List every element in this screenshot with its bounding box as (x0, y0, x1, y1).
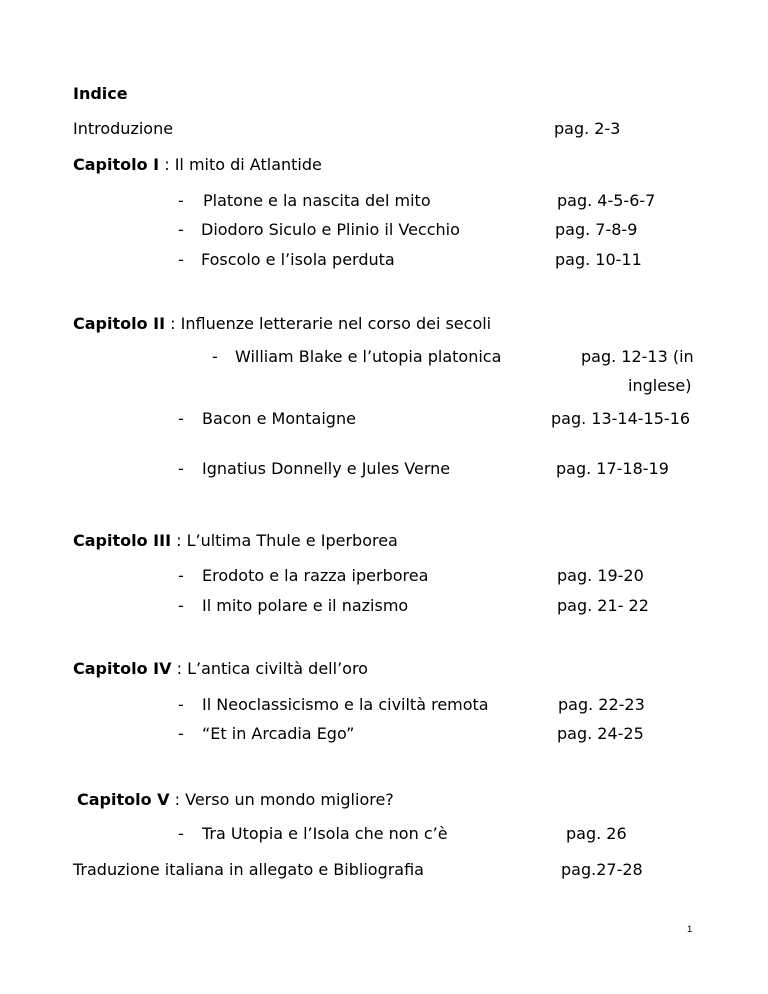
chapter-subtitle: : L’antica civiltà dell’oro (171, 659, 368, 678)
list-dash: - (212, 347, 218, 366)
list-item-label: Diodoro Siculo e Plinio il Vecchio (201, 220, 460, 239)
list-dash: - (178, 250, 184, 269)
list-item-label: William Blake e l’utopia platonica (235, 347, 502, 366)
list-dash: - (178, 409, 184, 428)
list-item-page: pag. 4-5-6-7 (557, 191, 656, 210)
list-dash: - (178, 566, 184, 585)
outro-page: pag.27-28 (561, 860, 643, 879)
list-item-label: Foscolo e l’isola perduta (201, 250, 395, 269)
chapter-title: Capitolo I (73, 155, 160, 174)
list-dash: - (178, 596, 184, 615)
chapter-3-heading (73, 531, 398, 551)
list-item-label: Bacon e Montaigne (202, 409, 356, 428)
chapter-title: Capitolo III (73, 531, 172, 550)
chapter-title: Capitolo II (73, 314, 166, 333)
list-item-label: Erodoto e la razza iperborea (202, 566, 429, 585)
list-item-label: Ignatius Donnelly e Jules Verne (202, 459, 451, 478)
list-item-page: pag. 21- 22 (557, 596, 649, 615)
intro-label: Introduzione (73, 119, 174, 138)
list-dash: - (178, 695, 184, 714)
list-dash: - (178, 824, 184, 843)
list-item-page: pag. 13-14-15-16 (551, 409, 691, 428)
list-dash: - (178, 191, 184, 210)
list-item-page: pag. 17-18-19 (556, 459, 669, 478)
list-dash: - (178, 724, 184, 743)
list-item-label: Il mito polare e il nazismo (202, 596, 409, 615)
list-item-page: pag. 12-13 (in (581, 347, 694, 366)
list-item-page: pag. 7-8-9 (555, 220, 638, 239)
chapter-subtitle: : Verso un mondo migliore? (169, 790, 394, 809)
list-item-label: Il Neoclassicismo e la civiltà remota (202, 695, 489, 714)
list-item-page: pag. 19-20 (557, 566, 644, 585)
chapter-title: Capitolo V (77, 790, 170, 809)
list-item-label: Platone e la nascita del mito (203, 191, 431, 210)
list-dash: - (178, 459, 184, 478)
list-item-page: pag. 26 (566, 824, 627, 843)
index-title: Indice (73, 84, 128, 103)
chapter-subtitle: : L’ultima Thule e Iperborea (171, 531, 398, 550)
chapter-subtitle: : Influenze letterarie nel corso dei secoli (165, 314, 492, 333)
chapter-title: Capitolo IV (73, 659, 172, 678)
page-number: 1 (687, 924, 693, 935)
list-item-label: “Et in Arcadia Ego” (202, 724, 355, 743)
list-item-page: pag. 10-11 (555, 250, 642, 269)
list-item-page-continued: inglese) (628, 376, 692, 395)
outro-label: Traduzione italiana in allegato e Bibliografia (73, 860, 424, 879)
chapter-subtitle: : Il mito di Atlantide (159, 155, 322, 174)
list-item-page: pag. 24-25 (557, 724, 644, 743)
chapter-4-heading (73, 659, 368, 679)
intro-page: pag. 2-3 (554, 119, 621, 138)
list-item-label: Tra Utopia e l’Isola che non c’è (202, 824, 448, 843)
chapter-1-heading (73, 155, 322, 175)
list-item-page: pag. 22-23 (558, 695, 645, 714)
chapter-5-heading (77, 790, 394, 810)
chapter-2-heading (73, 314, 491, 334)
list-dash: - (178, 220, 184, 239)
